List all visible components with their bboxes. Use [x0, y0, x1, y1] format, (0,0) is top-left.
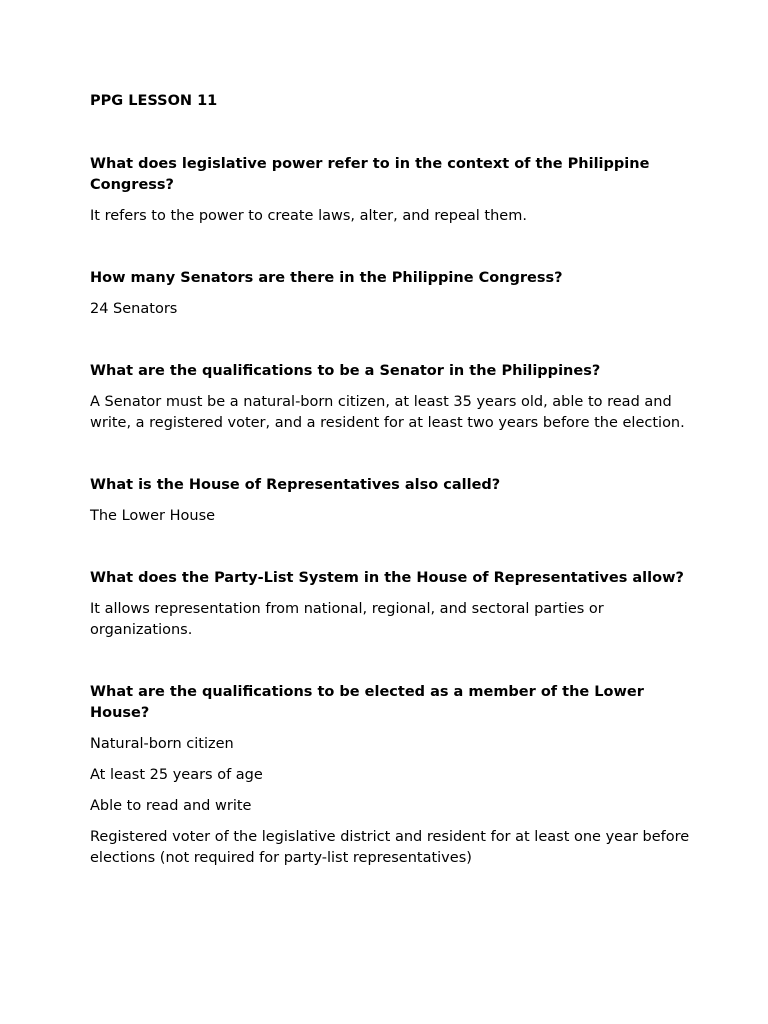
answer-text: Registered voter of the legislative district and resident for at least one year before elections (not required for party-list representatives): [90, 829, 690, 866]
answer-text: Natural-born citizen: [90, 736, 234, 752]
document-title: PPG LESSON 11: [90, 93, 218, 109]
question-text: What does legislative power refer to in the context of the Philippine Congress?: [90, 156, 650, 193]
qa-section: [90, 475, 690, 527]
question-text: What does the Party-List System in the House of Representatives allow?: [90, 570, 684, 586]
qa-section: [90, 154, 690, 227]
answer-text: 24 Senators: [90, 301, 178, 317]
question-text: How many Senators are there in the Philippine Congress?: [90, 270, 563, 286]
answer-text: The Lower House: [90, 508, 216, 524]
question-text: What are the qualifications to be a Senator in the Philippines?: [90, 363, 601, 379]
answer-text: At least 25 years of age: [90, 767, 263, 783]
qa-section: [90, 568, 690, 641]
answer-text: A Senator must be a natural-born citizen, at least 35 years old, able to read and write, a registered voter, and a resident for at least two years before the election.: [90, 394, 685, 431]
qa-section: [90, 361, 690, 434]
qa-section: [90, 268, 690, 320]
answer-text: It refers to the power to create laws, alter, and repeal them.: [90, 208, 527, 224]
question-text: What is the House of Representatives also called?: [90, 477, 501, 493]
answer-text: It allows representation from national, regional, and sectoral parties or organizations.: [90, 601, 604, 638]
answer-text: Able to read and write: [90, 798, 252, 814]
document-page: [90, 91, 690, 910]
qa-section: [90, 682, 690, 869]
question-text: What are the qualifications to be elected as a member of the Lower House?: [90, 684, 644, 721]
